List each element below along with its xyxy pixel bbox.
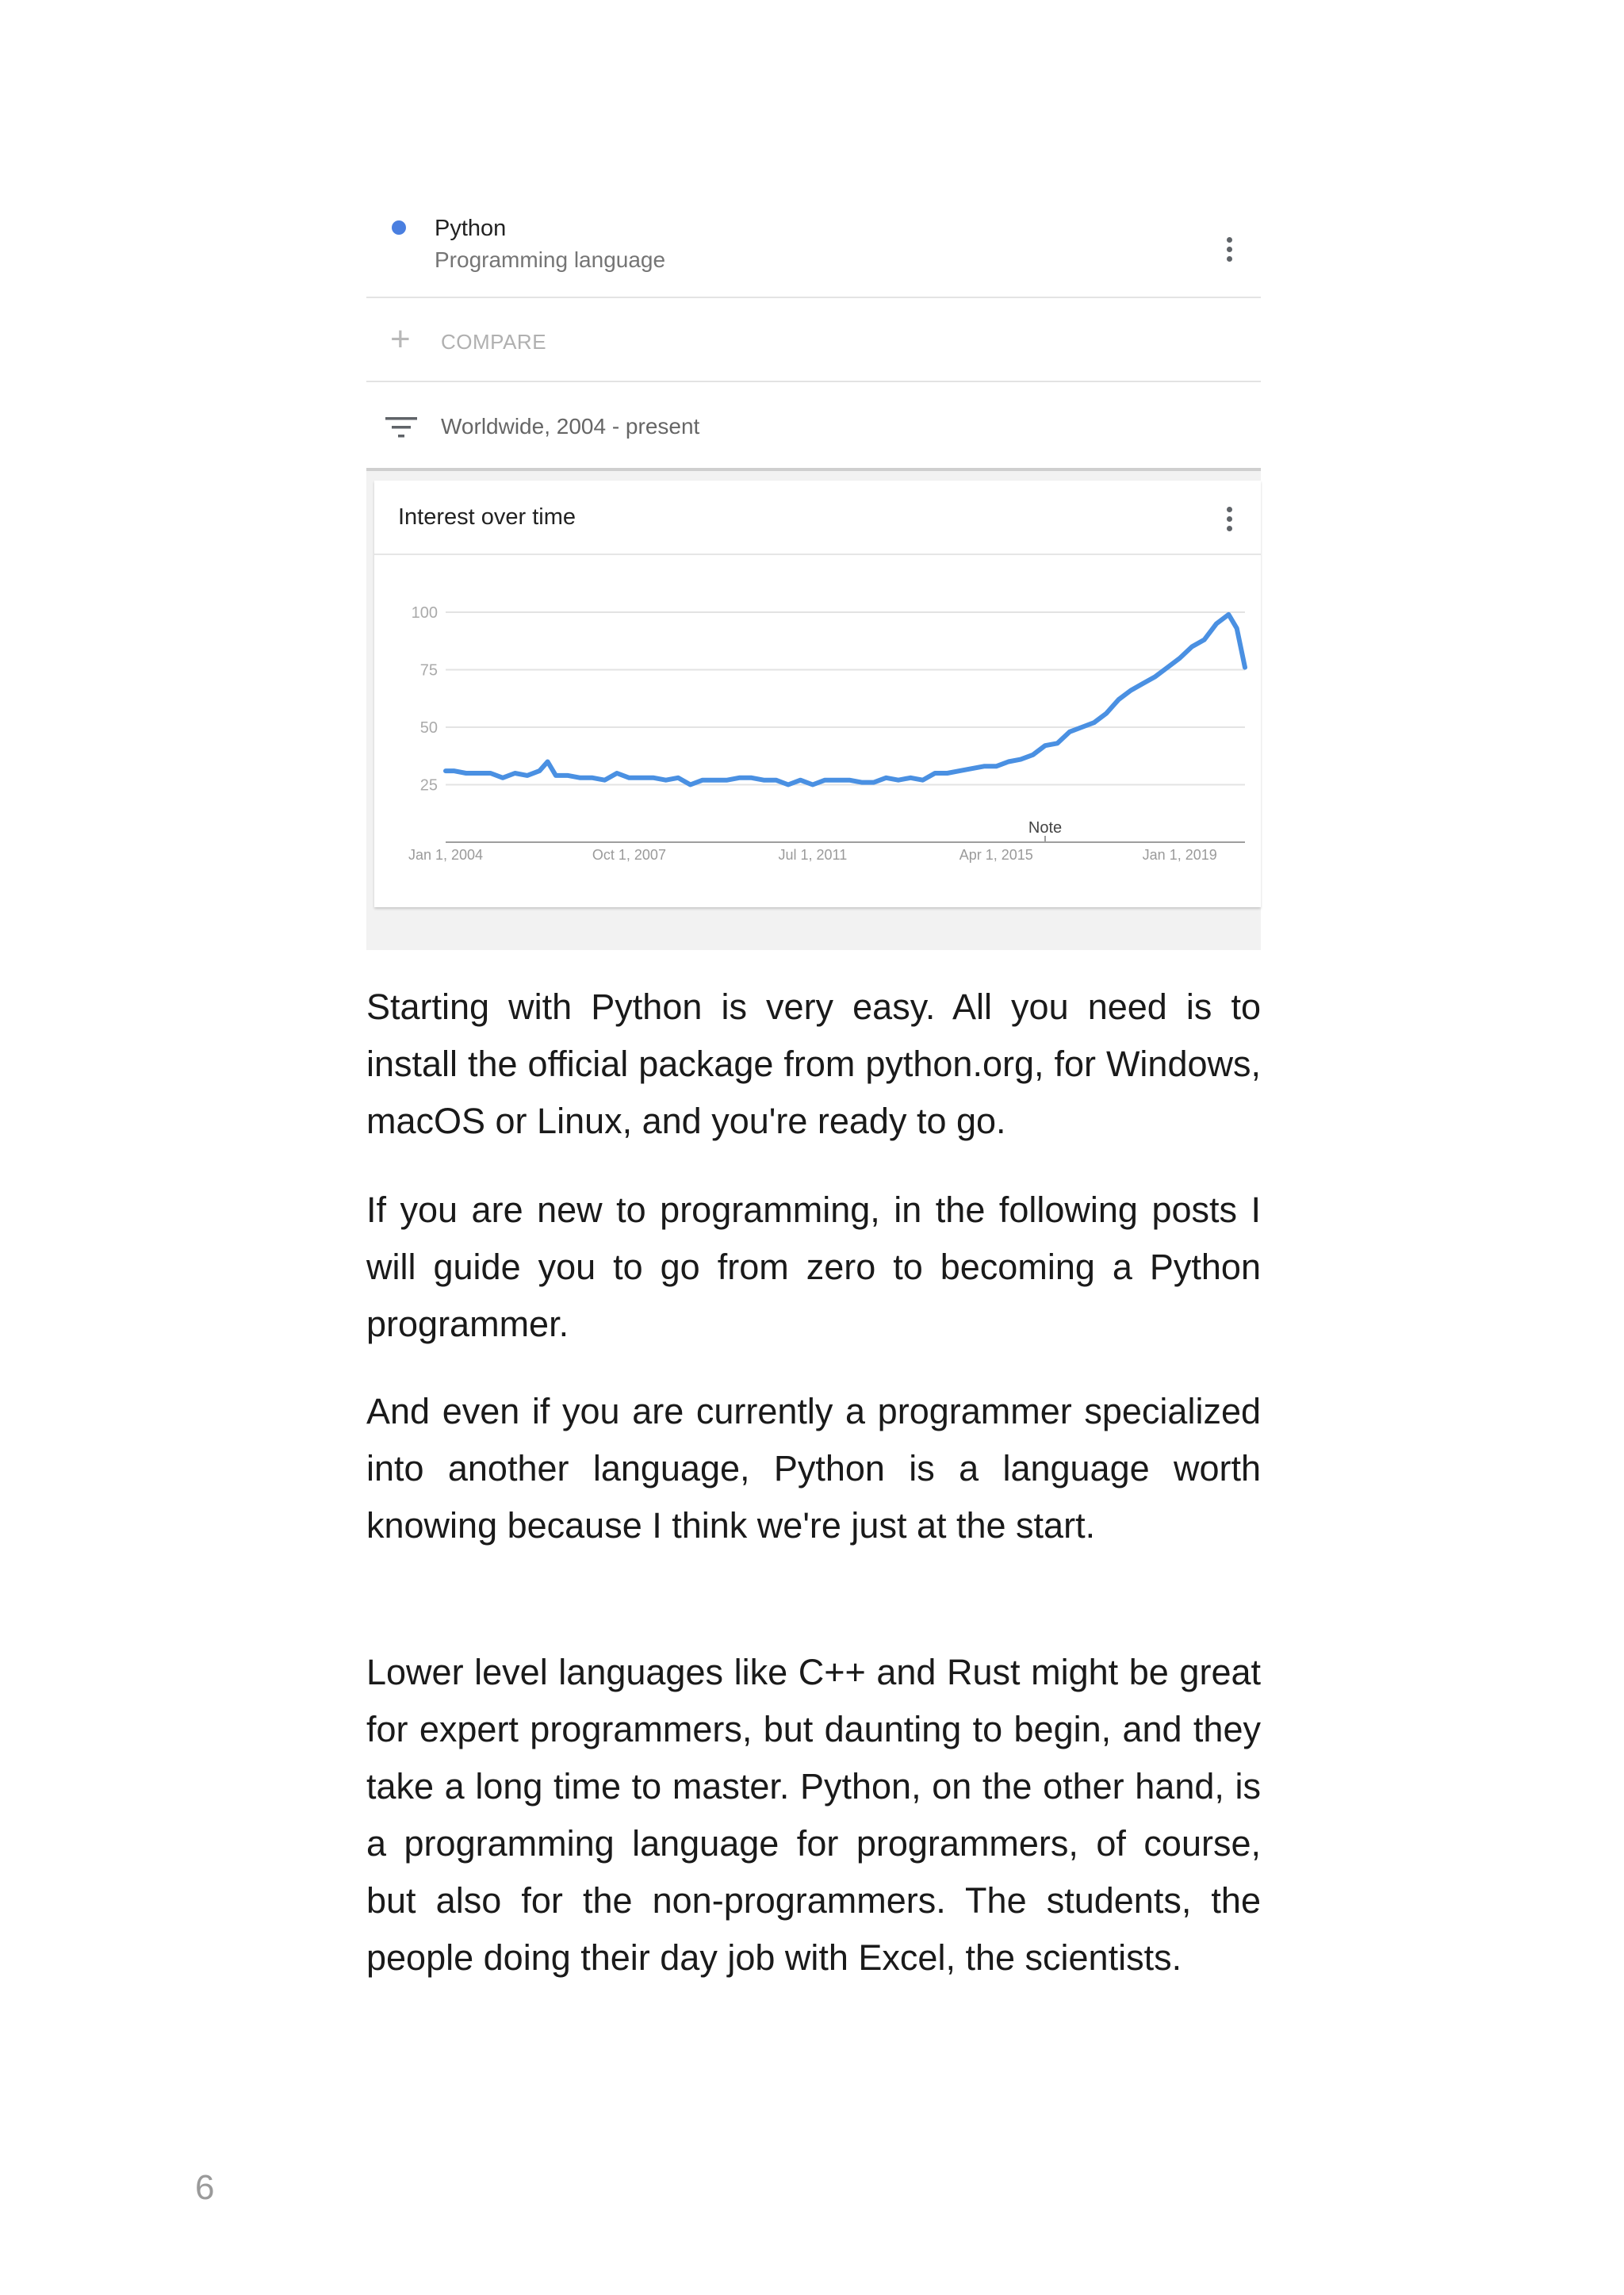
x-tick-label: Jan 1, 2019: [1142, 847, 1217, 863]
y-tick-label: 75: [419, 661, 438, 680]
y-tick-label: 25: [419, 776, 438, 795]
y-tick-label: 100: [411, 604, 438, 622]
series-line-python: [446, 615, 1245, 785]
more-options-icon[interactable]: [1213, 233, 1245, 273]
x-tick-label: Oct 1, 2007: [592, 847, 666, 863]
interest-over-time-card: [374, 481, 1261, 907]
search-term-row[interactable]: [366, 205, 1261, 298]
plus-icon: +: [390, 320, 411, 358]
paragraph-3: And even if you are currently a programmer specialized into another language, Python is a language worth knowing because I think we're just at the start.: [366, 1391, 1261, 1546]
x-tick-label: Apr 1, 2015: [959, 847, 1033, 863]
filter-row[interactable]: [366, 381, 1261, 471]
interest-over-time-chart: [374, 555, 1261, 904]
region-timeframe-filter[interactable]: Worldwide, 2004 - present: [441, 414, 700, 439]
page-number: 6: [195, 2168, 215, 2207]
series-color-dot: [392, 220, 406, 235]
chart-more-options-icon[interactable]: [1213, 503, 1245, 542]
note-annotation: Note: [1028, 819, 1063, 837]
paragraph-2: If you are new to programming, in the following posts I will guide you to go from zero to becoming a Python programmer.: [366, 1190, 1261, 1344]
search-term-subtitle: Programming language: [435, 247, 666, 272]
search-term-name: Python: [435, 216, 507, 241]
paragraph-4: Lower level languages like C++ and Rust might be great for expert programmers, but daunting to begin, and they take a long time to master. Python, on the other hand, is a programming language for programmers, of course, but also for the non-programmers. The students, the people doing their day job with Excel, the scientists.: [366, 1652, 1261, 1978]
google-trends-screenshot: [366, 205, 1261, 950]
compare-button[interactable]: COMPARE: [441, 330, 547, 354]
chart-card-background: [366, 471, 1261, 950]
paragraph-1: Starting with Python is very easy. All you need is to install the official package from python.org, for Windows, macOS or Linux, and you're ready to go.: [366, 987, 1261, 1141]
compare-row[interactable]: [366, 297, 1261, 382]
y-tick-label: 50: [419, 719, 438, 737]
chart-title: Interest over time: [398, 504, 576, 530]
x-tick-label: Jul 1, 2011: [778, 847, 848, 863]
x-tick-label: Jan 1, 2004: [408, 847, 484, 863]
filter-icon[interactable]: [385, 417, 417, 438]
